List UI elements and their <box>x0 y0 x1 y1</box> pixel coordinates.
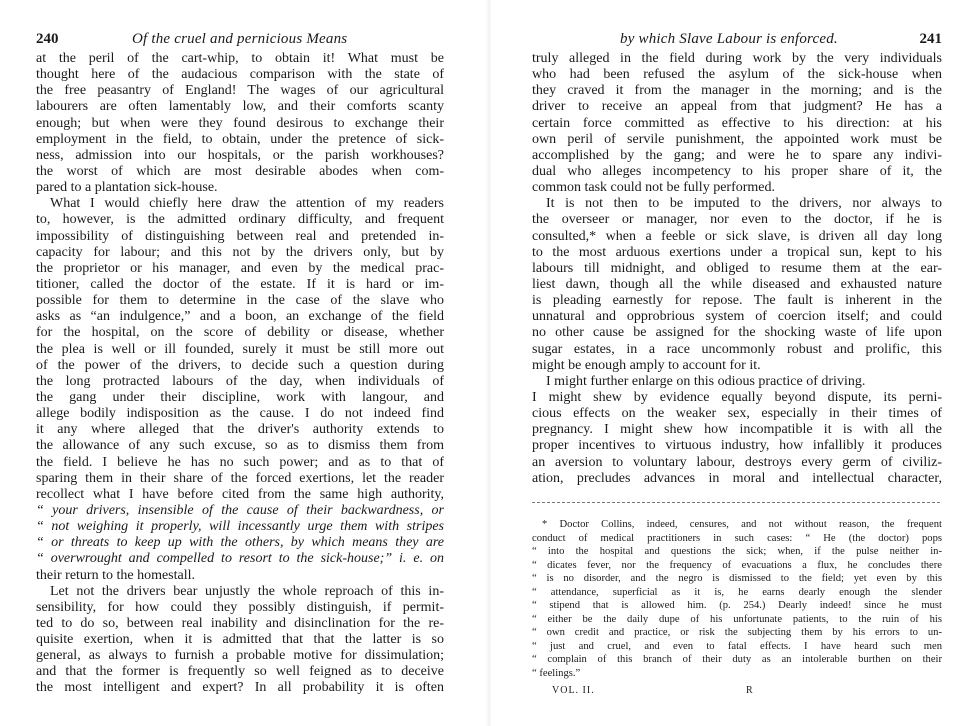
signature-mark <box>552 684 942 698</box>
text-line: general, as always to furnish a probable motive for dissimulation; <box>36 648 444 664</box>
text-line: I might shew by evidence equally beyond dispute, its perni- <box>532 389 942 405</box>
text-line: recollect what I have before cited from the same high authority, <box>36 486 444 502</box>
text-line: the long protracted labours of the day, when individuals of <box>36 373 444 389</box>
text-line: and that the former is frequently so well feigned as to deceive <box>36 664 444 680</box>
text-line: “ or threats to keep up with the others, by which means they are <box>36 535 444 551</box>
text-line: their return to the homestall. <box>36 567 196 583</box>
footnote-rule <box>532 502 940 503</box>
text-line: common task could not be fully performed. <box>532 180 775 196</box>
text-line: It is not then to be imputed to the drivers, nor always to <box>546 196 942 212</box>
text-line: driver to receive an appeal from that judgment? He has a <box>532 99 942 115</box>
volume-signature: VOL. II. <box>552 685 595 696</box>
footnote-line: “ just and cruel, and even to fatal effects. I have heard such men <box>532 640 942 652</box>
text-line: it any where alleged that the driver's authority extends to <box>36 422 444 438</box>
text-line: “ not weighing it properly, will incessantly urge them with stripes <box>36 519 444 535</box>
left-page-number: 240 <box>36 31 59 47</box>
text-line: to, however, is the admitted ordinary difficulty, and frequent <box>36 212 444 228</box>
footnote-line: “ is no disorder, and the negro is dismissed to the field; yet even by this <box>532 573 942 584</box>
text-line: thought here of the audacious comparison with the state of <box>36 67 444 83</box>
text-line: might be enough amply to account for it. <box>532 357 761 373</box>
text-line: I might further enlarge on this odious practice of driving. <box>546 373 866 389</box>
text-line: impossibility of distinguishing between real and pretended in- <box>36 228 444 244</box>
footnote-block <box>532 518 942 680</box>
text-line: possible for them to determine in the case of the slave who <box>36 293 444 309</box>
text-line: the worst of which are most desirable abodes when com- <box>36 163 444 179</box>
left-body-text <box>36 51 444 697</box>
text-line: accomplished by the gang; and were he to spare any indivi- <box>532 147 942 163</box>
text-line: the gang under their discipline, work with langour, and <box>36 389 444 405</box>
right-page <box>532 0 942 726</box>
text-line: the plea is well or ill founded, surely it must be still more out <box>36 341 444 357</box>
text-line: “ overwrought and compelled to resort to the sick-house;” i. e. on <box>36 551 444 567</box>
text-line: of the power of the drivers, to decide such a question during <box>36 357 444 373</box>
text-line: dual who alleges incompetency to his proper share of it, the <box>532 163 942 179</box>
text-line: labourers are often lamentably low, and their comforts scanty <box>36 99 444 115</box>
text-line: employment in the field, to obtain, under the pretence of sick- <box>36 131 444 147</box>
footnote-line: conduct of medical practitioners in such cases: “ He (the doctor) pops <box>532 532 942 544</box>
text-line: labours till midnight, and obliged to resume them at the ear- <box>532 260 942 276</box>
text-line: “ your drivers, insensible of the cause of their backwardness, or <box>36 502 444 518</box>
text-line: truly alleged in the field during work by the very individuals <box>532 51 942 66</box>
text-line: at the peril of the cart-whip, to obtain it! What must be <box>36 51 444 66</box>
right-body-text <box>532 51 942 487</box>
footnote-line: “ stipend that is allowed him. (p. 254.) Dearly indeed! since he must <box>532 600 942 611</box>
text-line: the overseer or manager, nor even to the doctor, if he is <box>532 212 942 228</box>
text-line: an aversion to voluntary labour, destroys every germ of civiliz- <box>532 454 942 470</box>
text-line: asks as “an indulgence,” and a boon, an exchange of the field <box>36 309 444 325</box>
text-line: is pleading earnestly for repose. The fault is inherent in the <box>532 293 942 309</box>
right-running-head <box>532 30 942 48</box>
text-line: they craved it from the manager in the morning; and is the <box>532 83 942 99</box>
text-line: capacity for labour; and this not by the drivers only, but by <box>36 244 444 260</box>
footnote-line: “ feelings.” <box>532 667 581 679</box>
text-line: pregnancy. I might shew how incompatible it is with all the <box>532 422 942 438</box>
text-line: enough; but when were they found desirous to exchange their <box>36 115 444 131</box>
footnote-line: “ complain of this branch of their duty as an intolerable burthen on their <box>532 654 942 665</box>
footnote-line: “ dicates fever, nor the frequency of evacuations a flux, he concludes there <box>532 559 942 571</box>
footnote-line: “ own credit and practice, or risk the subjecting them by his errors to un- <box>532 627 942 638</box>
text-line: Let not the drivers bear unjustly the whole reproach of this in- <box>50 583 444 599</box>
text-line: consulted,* when a feeble or sick slave, is driven all day long <box>532 228 942 244</box>
text-line: cious effects on the weaker sex, especially in their times of <box>532 406 942 422</box>
text-line: the allowance of any such excuse, so as to dismiss them from <box>36 438 444 454</box>
text-line: titioner, called the doctor of the estate. If it is hard or im- <box>36 276 444 292</box>
text-line: to the most arduous exertions under a tropical sun, kept to his <box>532 244 942 260</box>
right-running-title: by which Slave Labour is enforced. <box>620 31 838 47</box>
text-line: allege bodily indisposition as the cause. I do not indeed find <box>36 406 444 422</box>
text-line: for the hospital, on the score of debility or disease, whether <box>36 325 444 341</box>
text-line: no other cause be assigned for the shocking waste of life upon <box>532 325 942 341</box>
text-line: liest dawn, though all the while diseased and exhausted nature <box>532 276 942 292</box>
text-line: ness, admission into our hospitals, or the parish workhouses? <box>36 147 444 163</box>
left-page <box>36 0 444 726</box>
gathering-letter: R <box>746 685 753 696</box>
text-line: ation, precludes advances in moral and intellectual character, <box>532 470 942 486</box>
text-line: the free peasantry of England! The wages of our agricultural <box>36 83 444 99</box>
page-gutter <box>486 0 492 726</box>
text-line: What I would chiefly here draw the attention of my readers <box>50 196 444 212</box>
footnote-line: “ into the hospital and questions the sick; when, if the pulse neither in- <box>532 546 942 557</box>
text-line: proper incentives to virtuous industry, how infallibly it produces <box>532 438 942 454</box>
text-line: quisite exertion, when it is admitted that that the latter is so <box>36 632 444 648</box>
text-line: the field. I believe he has no such power; and as to that of <box>36 454 444 470</box>
text-line: sugar estates, in a race uncommonly robust and prolific, this <box>532 341 942 357</box>
text-line: who had been refused the asylum of the sick-house when <box>532 67 942 83</box>
text-line: own peril of servile punishment, the appointed work must be <box>532 131 942 147</box>
text-line: ted to do so, between real inability and disinclination for the re- <box>36 615 444 631</box>
text-line: the proprietor or his manager, and even by the medical prac- <box>36 260 444 276</box>
left-running-head <box>36 30 444 48</box>
footnote-line: “ attendance, superficial as it is, he earns dearly enough the slender <box>532 586 942 598</box>
text-line: sensibility, for how could they possibly distinguish, if permit- <box>36 599 444 615</box>
text-line: certain force committed as effective to his direction: at his <box>532 115 942 131</box>
text-line: sparing them in their share of the forced exertions, let the reader <box>36 470 444 486</box>
text-line: unnatural and opprobrious system of coercion itself; and could <box>532 309 942 325</box>
footnote-line: * Doctor Collins, indeed, censures, and not without reason, the frequent <box>542 519 942 530</box>
left-running-title: Of the cruel and pernicious Means <box>132 31 348 47</box>
text-line: pared to a plantation sick-house. <box>36 180 218 196</box>
right-page-number: 241 <box>919 31 942 47</box>
footnote-line: “ either be the daily dupe of his unfortunate patients, to the ruin of his <box>532 613 942 625</box>
text-line: the most intelligent and expert? In all probability it is often <box>36 680 444 696</box>
